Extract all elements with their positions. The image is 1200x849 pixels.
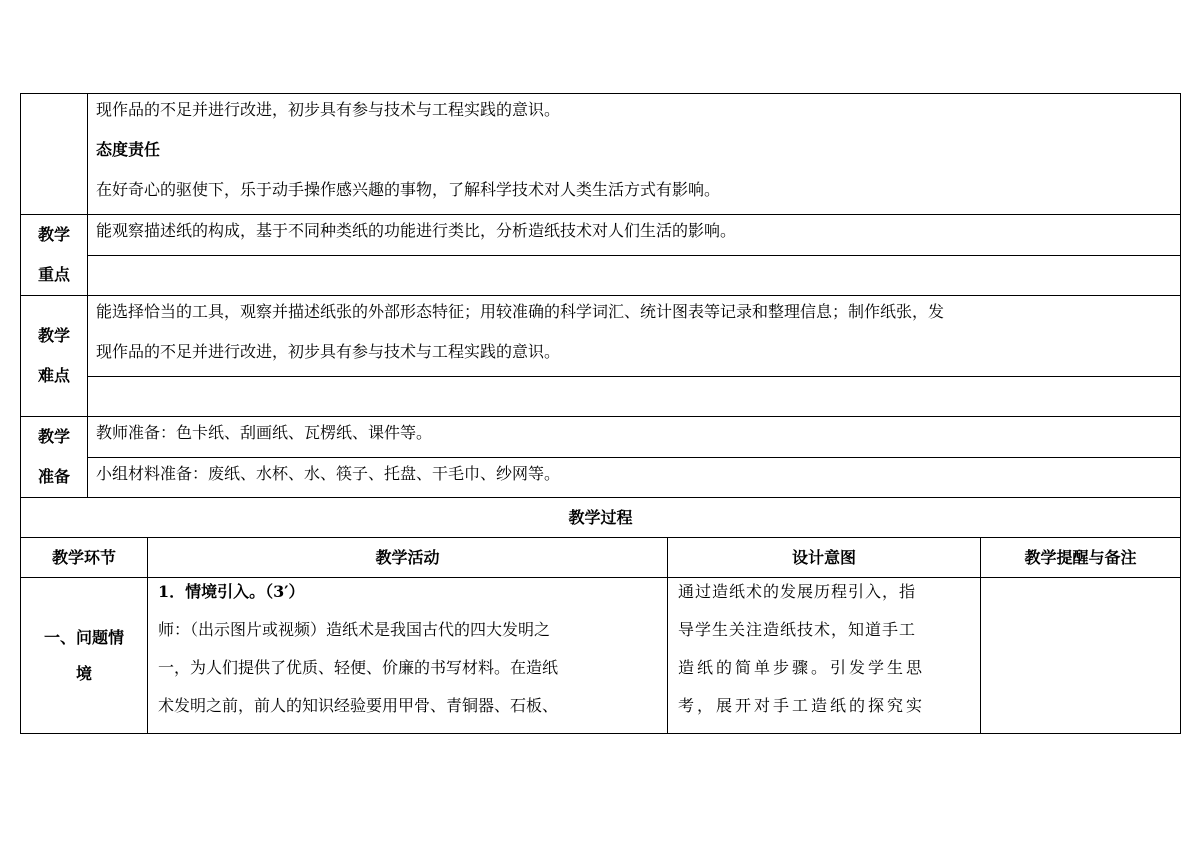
difficulties-empty-row <box>21 377 1181 417</box>
notes-cell <box>981 578 1181 734</box>
header-stage: 教学环节 <box>21 538 148 578</box>
key-points-text-content: 能观察描述纸的构成，基于不同种类纸的功能进行类比，分析造纸技术对人们生活的影响。 <box>96 221 737 240</box>
difficulties-text <box>88 296 1181 377</box>
key-points-label-1: 教学 <box>37 225 70 244</box>
preparation-label-2: 准备 <box>37 467 70 486</box>
difficulties-label-1: 教学 <box>37 326 70 345</box>
group-prep-cell <box>88 457 1181 498</box>
difficulties-line-1: 能选择恰当的工具，观察并描述纸张的外部形态特征；用较准确的科学词汇、统计图表等记录和整理信息；制作纸张，发 <box>96 302 945 321</box>
activity-line-2: 一，为人们提供了优质、轻便、价廉的书写材料。在造纸 <box>158 658 559 677</box>
group-prep-text: 小组材料准备：废纸、水杯、水、筷子、托盘、干毛巾、纱网等。 <box>96 463 561 483</box>
difficulties-line-2: 现作品的不足并进行改进，初步具有参与技术与工程实践的意识。 <box>96 342 561 361</box>
intent-line-2: 导学生关注造纸技术，知道手工 <box>678 620 917 639</box>
objectives-content-cell <box>88 94 1181 215</box>
header-activity: 教学活动 <box>148 538 668 578</box>
attitude-text: 在好奇心的驱使下，乐于动手操作感兴趣的事物，了解科学技术对人类生活方式有影响。 <box>96 180 721 199</box>
process-row-1 <box>21 578 1181 734</box>
group-prep-row <box>21 457 1181 498</box>
preparation-row <box>21 417 1181 458</box>
activity-line-1: 师：（出示图片或视频）造纸术是我国古代的四大发明之 <box>158 620 551 639</box>
header-intent: 设计意图 <box>668 538 981 578</box>
difficulties-empty-cell <box>88 377 1181 417</box>
teacher-prep-cell <box>88 417 1181 458</box>
key-points-label-2: 重点 <box>37 265 70 284</box>
objectives-row <box>21 94 1181 215</box>
lesson-plan-table <box>20 93 1181 734</box>
preparation-label-1: 教学 <box>37 427 70 446</box>
intent-line-3: 造纸的简单步骤。引发学生思 <box>678 658 926 677</box>
intent-line-1: 通过造纸术的发展历程引入，指 <box>678 582 917 601</box>
key-points-empty-row <box>21 255 1181 296</box>
difficulties-row <box>21 296 1181 377</box>
header-notes: 教学提醒与备注 <box>981 538 1181 578</box>
key-points-text <box>88 215 1181 256</box>
key-points-row <box>21 215 1181 256</box>
key-points-empty-cell <box>88 255 1181 296</box>
process-header-row <box>21 538 1181 578</box>
key-points-label <box>21 215 88 296</box>
objectives-label-cell <box>21 94 88 215</box>
preparation-label <box>21 417 88 498</box>
activity-title: 1．情境引入。（3′） <box>158 582 305 601</box>
stage-line-2: 境 <box>75 663 92 683</box>
attitude-heading: 态度责任 <box>96 140 161 159</box>
stage-cell <box>21 578 148 734</box>
intent-line-4: 考，展开对手工造纸的探究实 <box>678 696 926 715</box>
activity-cell <box>148 578 668 734</box>
process-title-row <box>21 498 1181 538</box>
process-title: 教学过程 <box>21 498 1181 538</box>
objectives-line: 现作品的不足并进行改进，初步具有参与技术与工程实践的意识。 <box>96 100 561 119</box>
activity-line-3: 术发明之前，前人的知识经验要用甲骨、青铜器、石板、 <box>158 696 559 715</box>
stage-line-1: 一、问题情 <box>43 627 124 647</box>
teacher-prep-text: 教师准备：色卡纸、刮画纸、瓦楞纸、课件等。 <box>96 423 433 442</box>
intent-cell <box>668 578 981 734</box>
difficulties-label <box>21 296 88 417</box>
difficulties-label-2: 难点 <box>37 366 70 385</box>
